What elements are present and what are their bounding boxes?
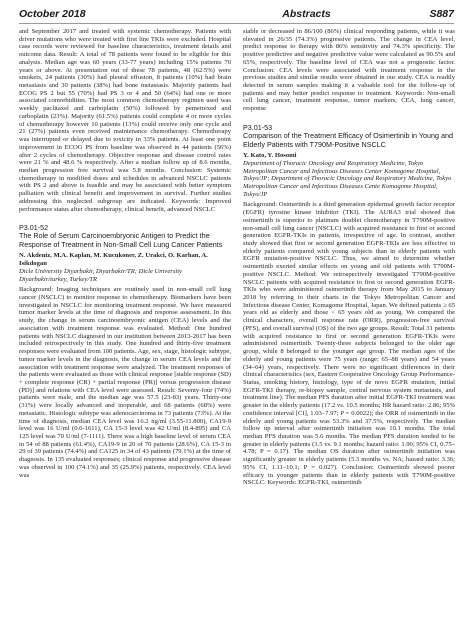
abstract-affiliation: Department of Thoracic Oncology and Respiratory Medicine, Tokyo Metropolitan Cancer and Infectious Diseases Center Komagome Hospital, Tokyo/JP; Department of Thoracic Oncology and Respiratory Medicine, Tokyo Metropolitan Cancer and Infectious Diseases Cente Komagome Hospital, Tokyo/JP (243, 159, 452, 198)
continued-abstract-text: stable or decreased in 86/100 (86%) clinical responding patients, while it was elevated in 26/35 (74.3%) progressive patients. The change in CEA level, predict response to therapy with 86% sensitivity and 74.3% specificity. The positive predictive and negative predictive value were calculated as 90.5% and 65%, respectively. The baseline level of CEA was not a prognostic factor. Conclusion: CEA levels were associated with treatment response in the previous studies and similar results were obtained in our study. CEA is readily detected in serum samples making it a valuable tool for the follow-up of patients and may better predict response to treatment. Keywords: Non-small cell lung cancer, treatment response, tumor markers, CEA, lung cancer, response (243, 28, 455, 113)
author-names: N. Akdeniz, M.A. Kaplan, M. Kucukoner, Z. Urakci, O. Karhan, A. Isikdogan (19, 252, 208, 268)
abstract-authors (19, 252, 231, 267)
section-title: Abstracts (282, 8, 331, 20)
abstract-title: The Role of Serum Carcinoembryonic Antigen to Predict the Response of Treatment in Non-Small Cell Lung Cancer Patients (19, 231, 223, 249)
abstract-id: P3.01-53 (243, 122, 273, 132)
journal-date: October 2018 (19, 8, 86, 20)
abstract-affiliation: Dicle University Diyarbakir, Diyarbakir/TR; Dicle University Diyarbakir/turkey, Turkey/TR (19, 267, 182, 283)
abstract-title: Comparison of the Treatment Efficacy of Osimertinib in Young and Elderly Patients with T790M-Positive NSCLC (243, 130, 454, 149)
abstract-authors (243, 152, 455, 160)
continued-abstract-text: and September 2017 and treated with systemic chemotherapy. Patients with driver mutations who were treated with first line TKIs were excluded. Hospital case records were reviewed for baseline characteristics, treatment details and outcome data. Result: A total of 78 patients were found to be eligible for this analysis. Median age was 60 years (33-77 years) including 15% patients 70 years or above. At presentation out of these 78 patients, 48 (62.5%) were smokers, 24 patients (30%) had pleural effusion, 8 patients (10%) had brain metastasis and 30 patients (38%) had bone metastasis. Majority patients had ECOG PS 2 but 55 (70%) had PS 3 or 4 and 50 (64%) had one or more associated comorbidities. The most common chemotherapy regimen used was weekly paclitaxel and carboplatin (50%) followed by pemetrexed and carboplatin (23%). Majority (61.5%) patients could complete 4 or more cycles of chemotherapy however 10 patients (13%) could receive only one cycle and 21 (27%) patients even received maintenance chemotherapy. Chemotherapy was interrupted or delayed due to toxicity in 33% patients. At least one point improvement in ECOG PS from baseline was observed in 44 patients (56%) after 2 cycles of chemotherapy. Objective response and disease control rates were 21 % and 48.6 % respectively. After a median follow up of 8.6 months, median progression free survival was 5.8 months. Conclusion: Systemic chemotherapy in modified doses and schedules in advanced NSCLC patients with PS 2 and above is feasible and may be associated with better symptom palliation with clinical benefit and improvement in survival. Further studies addressing this neglected subgroup are indicated. Keywords: Improved performance status after chemotherapy, clinical benefit, advanced NSCLC (19, 28, 231, 213)
right-column (243, 28, 455, 487)
abstract-p3-01-53 (243, 123, 455, 487)
abstract-p3-01-52 (19, 223, 231, 479)
page-number: S887 (429, 8, 454, 20)
abstract-id: P3.01-52 (19, 223, 49, 233)
author-names: Y. Kato, Y. Hosomi (243, 152, 297, 160)
left-column (19, 28, 231, 479)
header-rule (19, 23, 454, 24)
abstract-body: Background: Imaging techniques are routinely used in non-small cell lung cancer (NSCLC) to monitor response to chemotherapy. Biomarkers have been investigated in NSCLC for monitoring treatment response. We have measured tumor marker levels at the time of diagnosis and response assessment. In this study, the change in serum carcinoembryonic antigen (CEA) levels and the association with treatment response was evaluated. Method: One hundred patients with NSCLC diagnosed in our institution between 2013-2017 has been included retrospectively in this study. One hundred and thirty-five treatment responses were evaluated from 100 patients. Age, sex, stage, histologic subtype, tumor marker levels in the diagnosis, the change in serum CEA levels and the association with treatment response were analyzed. The treatment responses of the patients were evaluated as those with clinical response [stable response (SD) + complete response (CR) + partial response (PR)] versus progression disease (PD)] and relations with CEA level were assessed. Result: Seventy-four (74%) patients were male, and the median age was 57.5 (23-83) years. Thirty-one (31%) were locally advanced and inoperable, and 68 patients (68%) were metastatic. Histologic subtype was adenocarcinoma in 73 patients (73%). At the time of diagnosis, median CEA level was 16.2 ng/ml (3.55-11.800), CA19-9 level was 16 U/ml (0.6-1611), CA 15-3 level was 42 U/ml (8.4-895) and CA 125 level was 70 U/ml (7-1111). There was a high baseline level of serum CEA in 54 of 88 patients (61.4%), CA19-9 in 20 of 70 patients (28.6%), CA 15-3 in 29 of 39 patients (74.4%) and CA125 in 34 of 43 patients (79.1%) at the time of diagnosis. In 135 evaluated responses; clinical response and progressive disease was observed in 100 (74.1%) and 35 (25.9%) patients, respectively. CEA level was (19, 286, 231, 479)
abstract-body: Background: Osimertinib is a third generation epidermal growth factor receptor (EGFR) tyrosine kinase inhibitor (TKI). The AURA3 trial showed that osimertinib is superior to platinum doublet chemotherapy in T790M-positive non-small cell lung cancer (NSCLC) with acquired resistance to first or second generation EGFR-TKIs in patients, irrespective of age. In contrast, another study showed that first or second generation EGFR-TKIs are less effective in elderly patients compared with young subjects than in elderly patients with EGFR mutation-positive NSCLC. Thus, we aimed to determine whether osimertinib exerted similar effects on young and old patients with T790M-positive NSCLC. Method: We retrospectively investigated T790M-positive NSCLC patients with acquired resistance to first or second generation EGFR-TKIs who were administered osimertinib therapy from May 2015 to January 2018 by referring to their charts in the Tokyo Metropolitan Cancer and Infectious disease Center, Komagome Hospital, Japan. We defined patients ≥ 65 years old as elderly and those < 65 years old as young. We compared the clinical characters, overall response rate (ORR), progression-free survival (PFS), and overall survival (OS) of the two age groups. Result: Total 31 patients with acquired resistance to first or second generation EGFR-TKIs were administered osimertinib. Twenty-three subjects belonged to the older age group, while 8 belonged to the younger age group. The median ages of the elderly and young patients were 75 years (range: 65–88 years) and 54 years (34–64) years, respectively. There were no significant differences in their clinical characteristics (sex, Eastern Cooperative Oncology Group Performance-Status, smoking history, histology, type of de novo EGFR mutation, initial EGFR-TKI therapy, re-biopsy sample, central nervous system metastasis, and treatment line). The median PFS duration after initial EGFR-TKI treatment was greater in the elderly patients (17.2 vs. 10.5 months; HR hazard ratio: 2.86; 95% confidence interval [CI], 1.03–7.97; P = 0.0022); the ORR of osimertinib in the elderly and young patients was 53.3% and 37.5%, respectively. The median follow up interval after osimertinib initiation was 10.1 months. The total median PFS duration was 5.6 months. The median PFS duration tended to be greater in elderly patients (3.5 vs. 9.1 months; hazard ratio: 1.90; 95% CI, 0.75–4.78; P = 0.17). The median OS duration after osimertinib initiation was significantly greater in elderly patients (5.3 months vs. NA; hazard ratio: 3.36; 95% CI, 1.11–10.1; P = 0.027). Conclusion: Osimertinib showed poorer efficacy in younger patients than in elderly patients with T790M-positive NSCLC. Keywords: EGFR-TKI, osimertinib (243, 201, 456, 487)
